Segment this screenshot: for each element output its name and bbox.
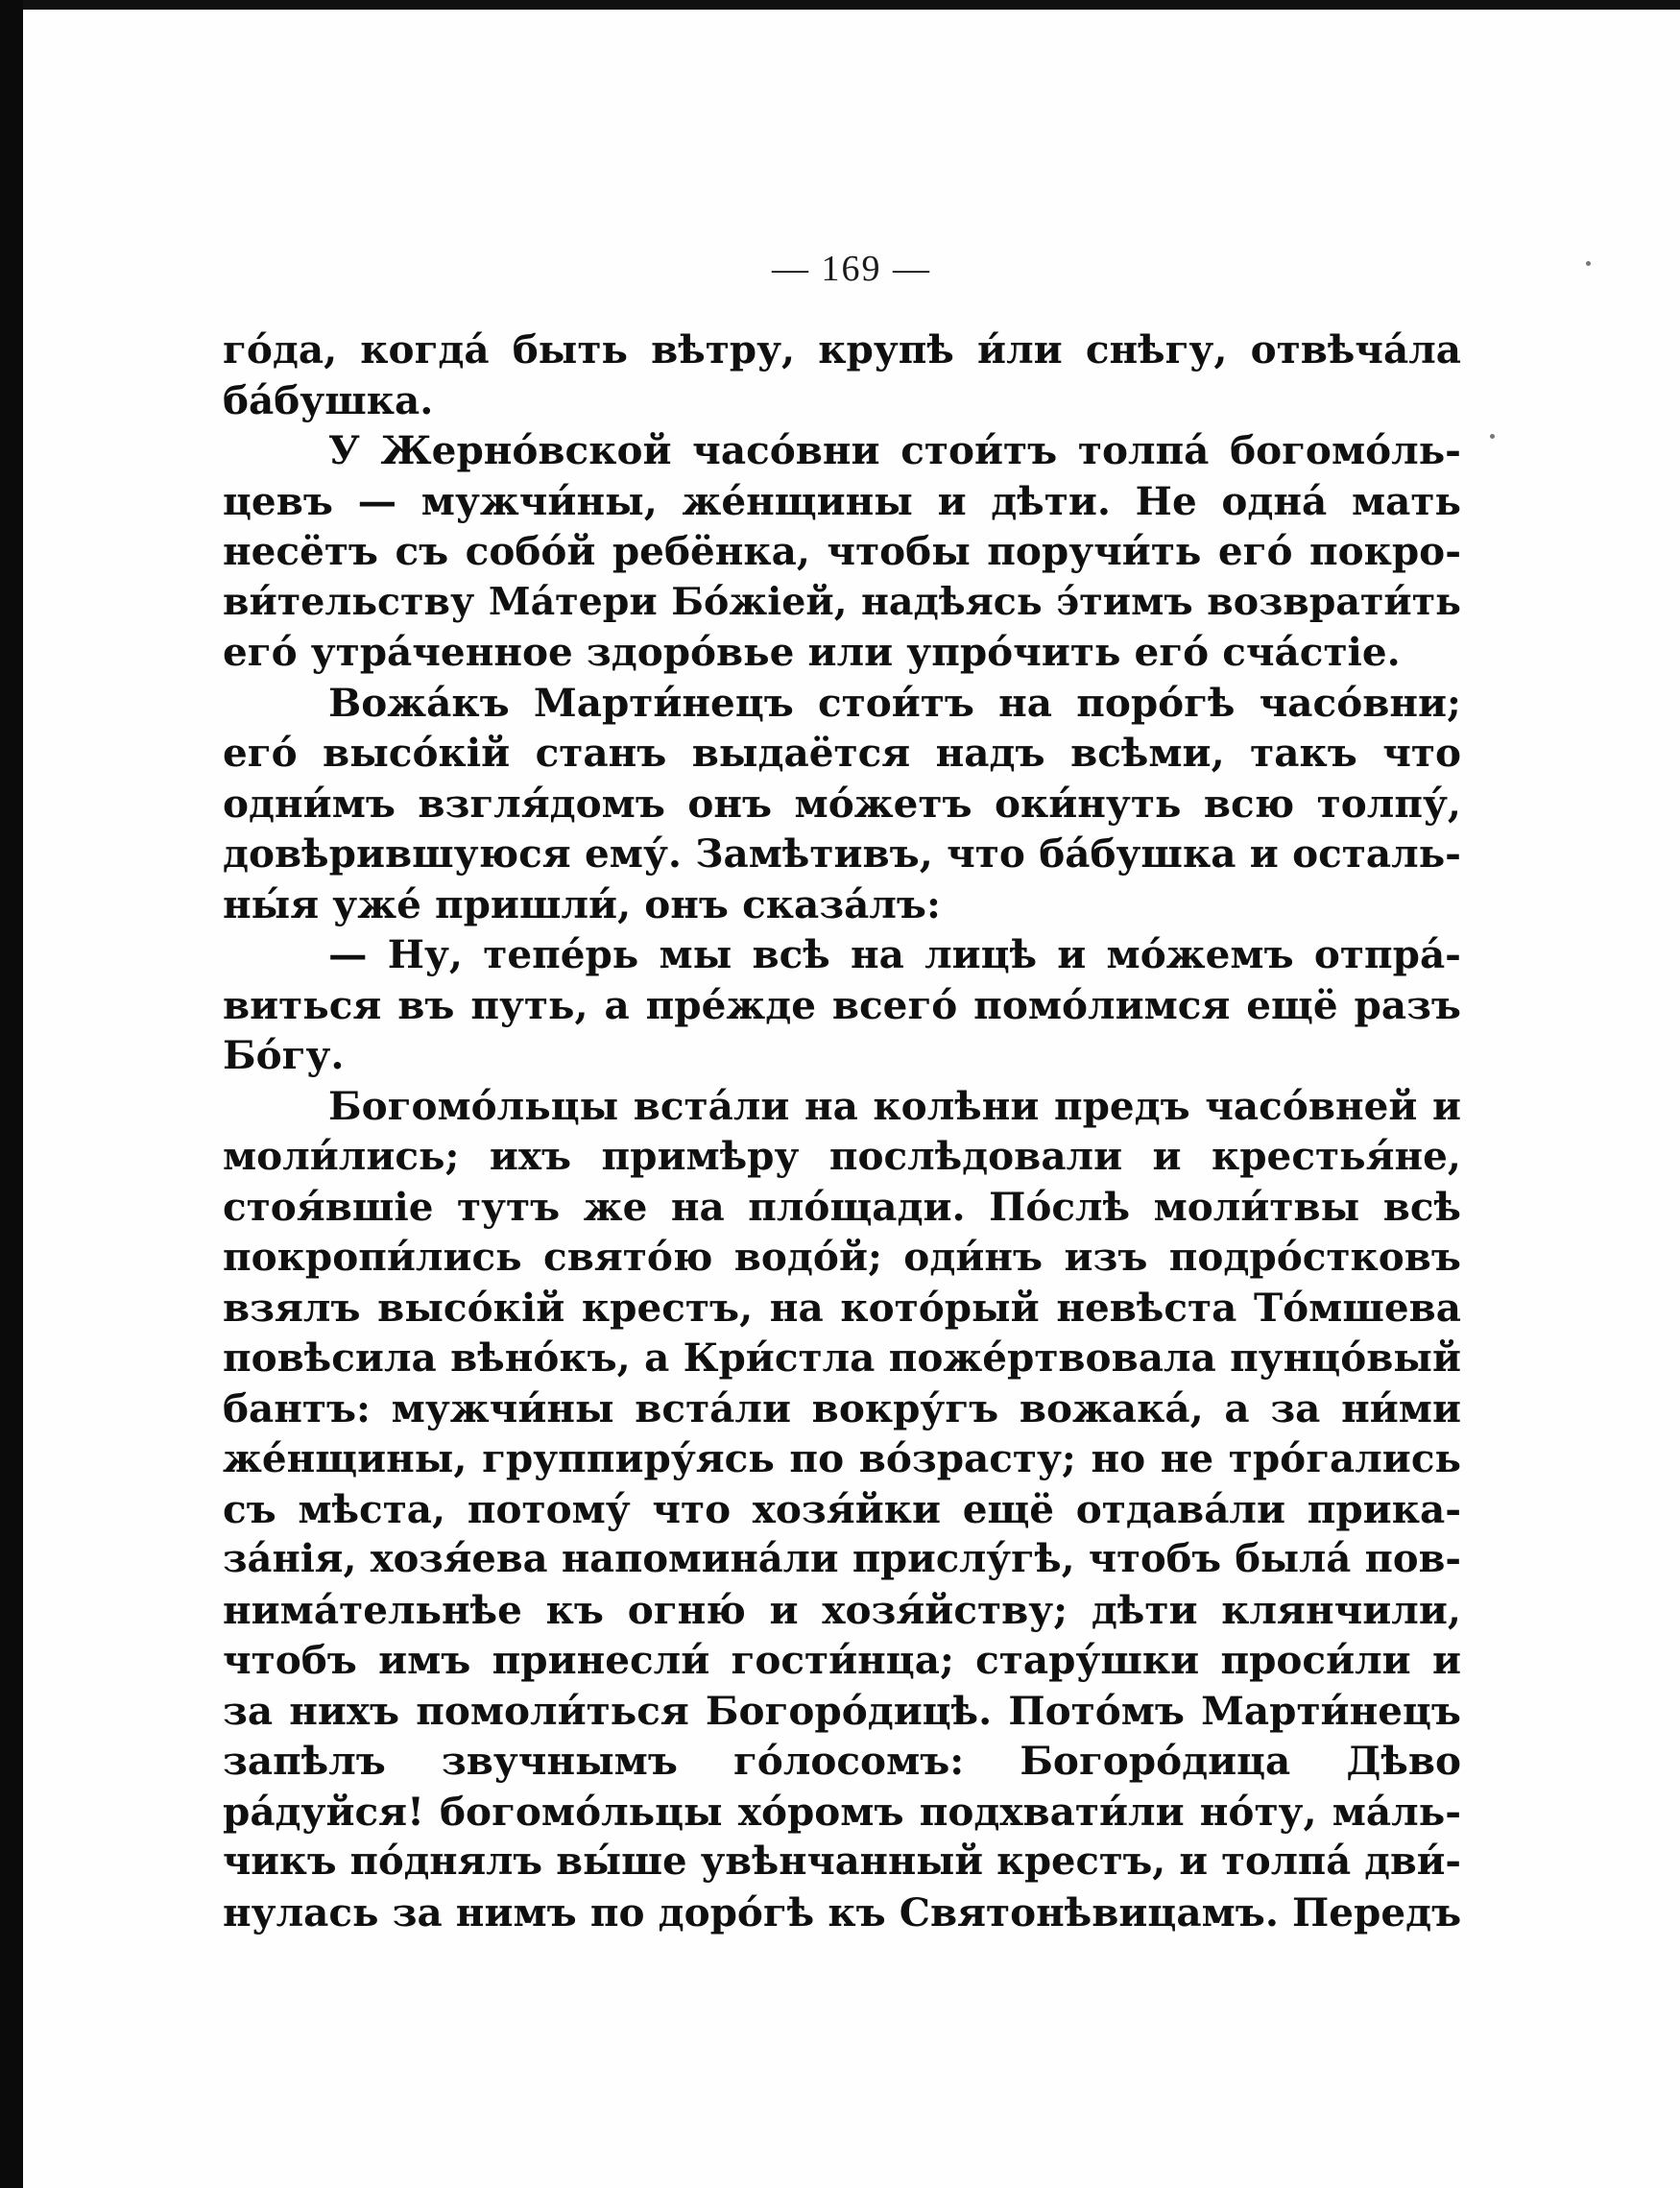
text-line: Богомо́льцы вста́ли на колѣни предъ часо́вней и (328, 1082, 1461, 1129)
scan-speck (1490, 434, 1495, 439)
text-line: чтобъ имъ принесли́ гости́нца; стару́шки проси́ли и (223, 1637, 1461, 1683)
text-line: Вожа́къ Марти́нецъ стои́тъ на поро́гѣ часо́вни; (328, 679, 1461, 726)
text-line: запѣлъ звучнымъ го́лосомъ: Богоро́дица Дѣво (223, 1738, 1461, 1784)
text-line: его́ утра́ченное здоро́вье или упро́чить его́ сча́стіе. (223, 629, 1401, 675)
text-line: же́нщины, группиру́ясь по во́зрасту; но не тро́гались (223, 1435, 1461, 1481)
text-line: нулась за нимъ по доро́гѣ къ Святонѣвицамъ. Передъ (223, 1888, 1462, 1936)
text-line: за нихъ помоли́ться Богоро́дицѣ. Пото́мъ Марти́нецъ (223, 1687, 1461, 1734)
text-line: бантъ: мужчи́ны вста́ли вокру́гъ вожака́, а за ни́ми (223, 1384, 1461, 1431)
text-line: покропи́лись свято́ю водо́й; оди́нъ изъ подро́стковъ (223, 1234, 1461, 1280)
text-line: одни́мъ взгля́домъ онъ мо́жетъ оки́нуть всю толпу́, (223, 780, 1461, 827)
text-line: чикъ по́днялъ вы́ше увѣнчанный крестъ, и толпа́ дви́- (223, 1839, 1461, 1884)
text-line: Бо́гу. (223, 1032, 345, 1078)
text-line: моли́лись; ихъ примѣру послѣдовали и крестья́не, (223, 1133, 1461, 1179)
text-line: съ мѣста, потому́ что хозя́йки ещё отдава́ли прика- (223, 1485, 1461, 1532)
text-line: виться въ путь, а пре́жде всего́ помо́лимся ещё разъ (223, 981, 1461, 1028)
text-line: стоя́вшіе тутъ же на пло́щади. По́слѣ моли́твы всѣ (223, 1183, 1461, 1230)
scan-border-left (0, 0, 23, 2188)
text-line: ра́дуйся! богомо́льцы хо́ромъ подхвати́ли но́ту, ма́ль- (223, 1788, 1461, 1835)
text-line: за́нія, хозя́ева напомина́ли прислу́гѣ, чтобъ была́ пов- (223, 1536, 1461, 1581)
text-line: взялъ высо́кій крестъ, на кото́рый невѣста То́мшева (223, 1284, 1461, 1331)
scan-border-top (0, 0, 1680, 10)
text-line: несётъ съ собо́й ребёнка, чтобы поручи́ть его́ покро- (223, 528, 1461, 574)
text-line: У Жерно́вской часо́вни стои́тъ толпа́ богомо́ль- (328, 427, 1461, 473)
text-line: нима́тельнѣе къ огню́ и хозя́йству; дѣти клянчили, (223, 1586, 1461, 1633)
page-number: — 169 — (772, 249, 931, 289)
text-line: цевъ — мужчи́ны, же́нщины и дѣти. Не одна́ мать (223, 477, 1461, 524)
text-line: ба́бушка. (223, 376, 434, 423)
scan-speck (1586, 261, 1591, 266)
text-line: — Ну, тепе́рь мы всѣ на лицѣ и мо́жемъ отпра́- (328, 931, 1461, 977)
text-line: довѣрившуюся ему́. Замѣтивъ, что ба́бушка и осталь- (223, 830, 1461, 877)
text-line: его́ высо́кій станъ выдаётся надъ всѣми, такъ что (223, 730, 1461, 776)
text-line: повѣсила вѣно́къ, а Кри́стла поже́ртвовала пунцо́вый (223, 1334, 1461, 1381)
book-page (23, 10, 1680, 2188)
text-line: го́да, когда́ быть вѣтру, крупѣ и́ли снѣгу, отвѣча́ла (223, 326, 1461, 373)
text-line: ны́я уже́ пришли́, онъ сказа́лъ: (223, 880, 941, 927)
page-text (223, 325, 1461, 1937)
text-line: ви́тельству Ма́тери Бо́жіей, надѣясь э́тимъ возврати́ть (223, 579, 1461, 624)
